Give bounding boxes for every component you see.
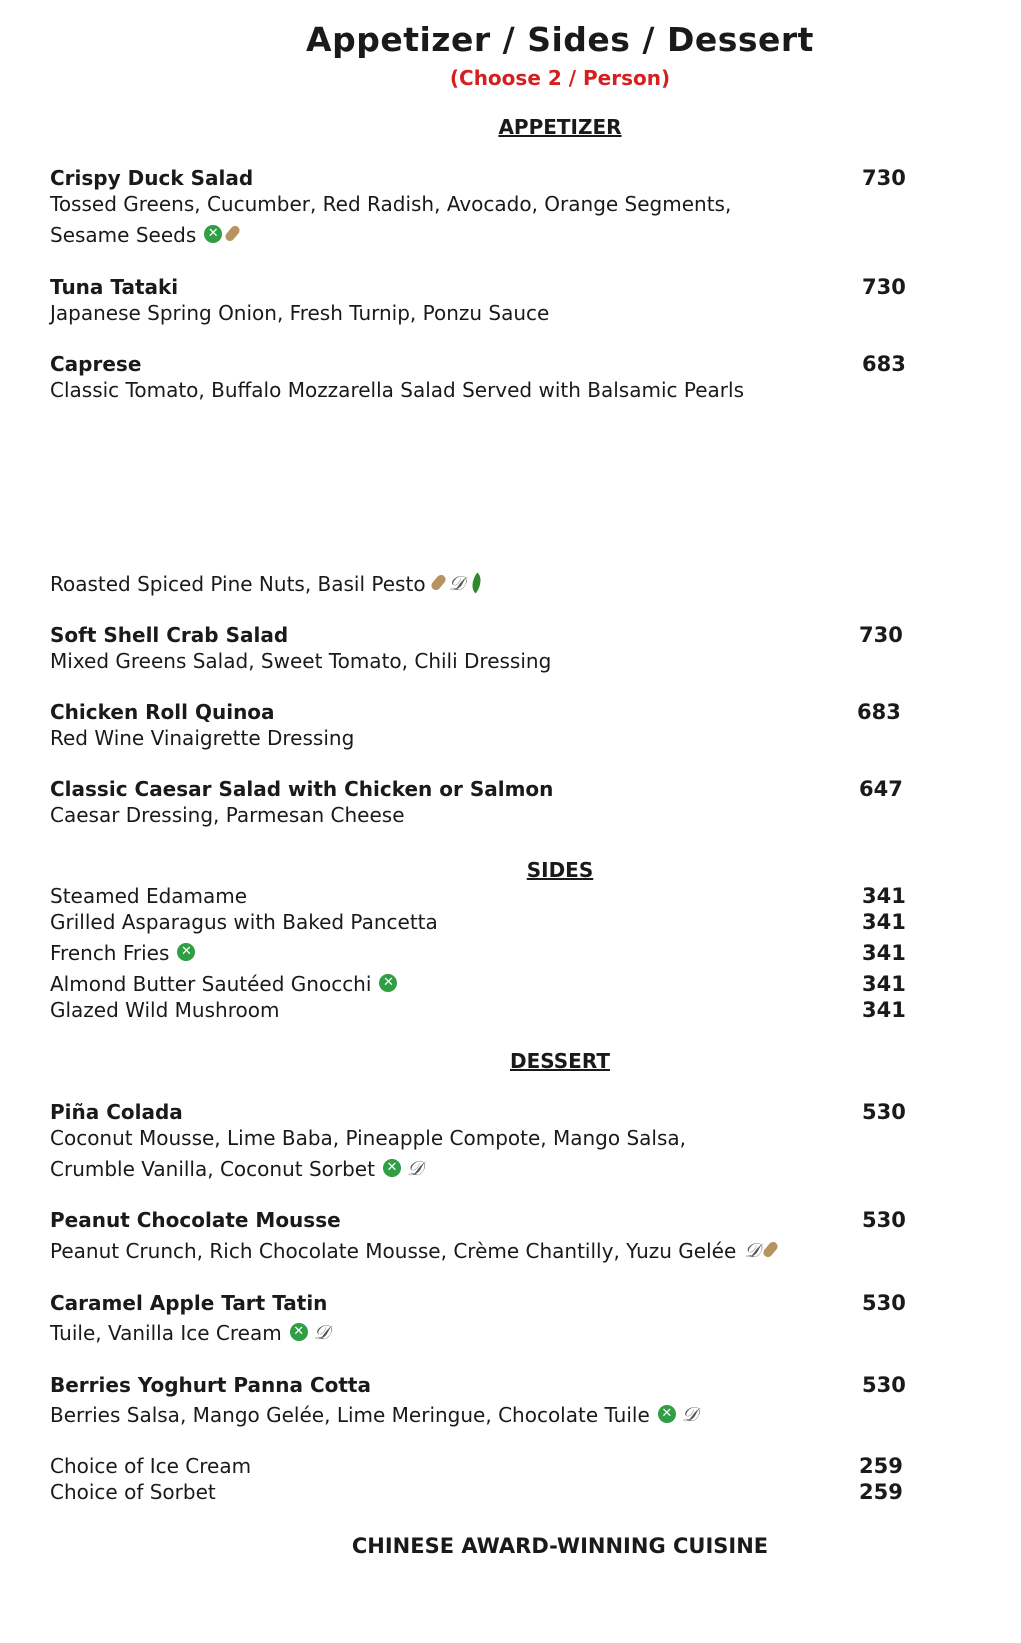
- item-description: Classic Tomato, Buffalo Mozzarella Salad Served with Balsamic Pearls: [50, 378, 744, 402]
- dietary-icons: [290, 1319, 330, 1344]
- section-heading-dessert: DESSERT: [510, 1049, 610, 1073]
- leaf-icon: [466, 572, 485, 593]
- item-description: [50, 223, 237, 247]
- item-name-classic-caesar-salad: Classic Caesar Salad with Chicken or Salmon: [50, 777, 554, 801]
- item-price: 647: [859, 777, 903, 801]
- item-description-text: Tuile, Vanilla Ice Cream: [50, 1321, 282, 1345]
- item-price: 259: [859, 1454, 903, 1478]
- dairy-icon: 𝒟: [406, 1155, 423, 1180]
- item-price: 530: [862, 1291, 906, 1315]
- menu-title: Appetizer / Sides / Dessert: [306, 20, 814, 59]
- dietary-icons: [177, 943, 195, 961]
- item-name-tuna-tataki: Tuna Tataki: [50, 275, 179, 299]
- item-name-pina-colada: Piña Colada: [50, 1100, 183, 1124]
- item-description: Japanese Spring Onion, Fresh Turnip, Ponzu Sauce: [50, 301, 550, 325]
- item-price: 341: [862, 884, 906, 908]
- peanut-icon: [762, 1240, 780, 1259]
- item-description: Caesar Dressing, Parmesan Cheese: [50, 803, 405, 827]
- item-description-text: Peanut Crunch, Rich Chocolate Mousse, Crème Chantilly, Yuzu Gelée: [50, 1239, 737, 1263]
- item-description-text: Crumble Vanilla, Coconut Sorbet: [50, 1157, 375, 1181]
- item-name-soft-shell-crab-salad: Soft Shell Crab Salad: [50, 623, 289, 647]
- item-name-caramel-apple-tart-tatin: Caramel Apple Tart Tatin: [50, 1291, 328, 1315]
- item-description: Coconut Mousse, Lime Baba, Pineapple Compote, Mango Salsa,: [50, 1126, 687, 1150]
- side-item-grilled-asparagus: Grilled Asparagus with Baked Pancetta: [50, 910, 438, 934]
- item-description-text: Sesame Seeds: [50, 223, 197, 247]
- section-heading-sides: SIDES: [526, 858, 594, 882]
- side-item-label: Almond Butter Sautéed Gnocchi: [50, 972, 372, 996]
- side-item-almond-butter-gnocchi: [50, 972, 397, 996]
- item-description-text: Roasted Spiced Pine Nuts, Basil Pesto: [50, 572, 426, 596]
- dietary-icons: [744, 1237, 775, 1262]
- item-price: 683: [857, 700, 901, 724]
- side-item-french-fries: [50, 941, 195, 965]
- dessert-item-choice-of-sorbet: Choice of Sorbet: [50, 1480, 216, 1504]
- item-description: [50, 1403, 698, 1427]
- item-description: Red Wine Vinaigrette Dressing: [50, 726, 355, 750]
- item-name-crispy-duck-salad: Crispy Duck Salad: [50, 166, 254, 190]
- item-price: 530: [862, 1373, 906, 1397]
- dairy-icon: 𝒟: [448, 570, 465, 595]
- item-description: Tossed Greens, Cucumber, Red Radish, Avocado, Orange Segments,: [50, 192, 732, 216]
- item-name-berries-yoghurt-panna-cotta: Berries Yoghurt Panna Cotta: [50, 1373, 371, 1397]
- item-description: [50, 572, 482, 596]
- side-item-label: French Fries: [50, 941, 170, 965]
- dietary-icons: [658, 1401, 698, 1426]
- vegetarian-icon: ✕: [204, 225, 222, 243]
- item-price: 730: [862, 275, 906, 299]
- item-description: [50, 1157, 423, 1181]
- side-item-glazed-wild-mushroom: Glazed Wild Mushroom: [50, 998, 280, 1022]
- item-name-chicken-roll-quinoa: Chicken Roll Quinoa: [50, 700, 275, 724]
- section-heading-appetizer: APPETIZER: [498, 115, 622, 139]
- dairy-icon: 𝒟: [744, 1237, 761, 1262]
- item-price: 730: [859, 623, 903, 647]
- vegetarian-icon: ✕: [658, 1405, 676, 1423]
- item-description: Mixed Greens Salad, Sweet Tomato, Chili Dressing: [50, 649, 552, 673]
- dietary-icons: [434, 570, 482, 595]
- dessert-item-choice-of-ice-cream: Choice of Ice Cream: [50, 1454, 252, 1478]
- vegetarian-icon: ✕: [290, 1323, 308, 1341]
- item-price: 341: [862, 941, 906, 965]
- item-price: 730: [862, 166, 906, 190]
- item-price: 341: [862, 910, 906, 934]
- vegetarian-icon: ✕: [383, 1159, 401, 1177]
- vegetarian-icon: ✕: [379, 974, 397, 992]
- item-name-peanut-chocolate-mousse: Peanut Chocolate Mousse: [50, 1208, 341, 1232]
- menu-subtitle: (Choose 2 / Person): [449, 66, 671, 90]
- item-price: 341: [862, 998, 906, 1022]
- dietary-icons: [204, 225, 237, 243]
- item-description: [50, 1321, 330, 1345]
- item-description-text: Berries Salsa, Mango Gelée, Lime Meringue, Chocolate Tuile: [50, 1403, 650, 1427]
- item-name-caprese: Caprese: [50, 352, 142, 376]
- item-price: 530: [862, 1208, 906, 1232]
- item-price: 341: [862, 972, 906, 996]
- footer-tagline: CHINESE AWARD-WINNING CUISINE: [351, 1534, 769, 1558]
- dairy-icon: 𝒟: [313, 1319, 330, 1344]
- item-price: 259: [859, 1480, 903, 1504]
- item-price: 530: [862, 1100, 906, 1124]
- side-item-steamed-edamame: Steamed Edamame: [50, 884, 248, 908]
- peanut-icon: [224, 224, 242, 243]
- vegetarian-icon: ✕: [177, 943, 195, 961]
- item-description: [50, 1239, 775, 1263]
- dietary-icons: [383, 1155, 423, 1180]
- item-price: 683: [862, 352, 906, 376]
- dietary-icons: [379, 974, 397, 992]
- peanut-icon: [429, 573, 447, 592]
- dairy-icon: 𝒟: [681, 1401, 698, 1426]
